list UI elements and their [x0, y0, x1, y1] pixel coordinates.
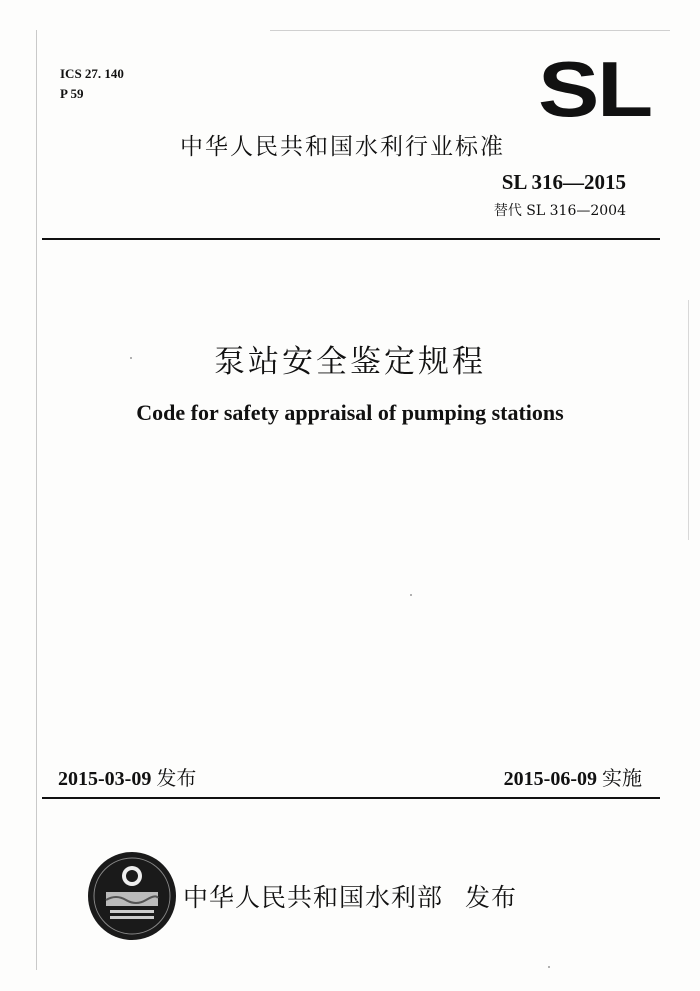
scan-edge-left [36, 30, 37, 970]
issue-label: 发布 [156, 766, 197, 790]
publisher-action: 发布 [465, 883, 518, 912]
publisher-seal-icon [86, 850, 178, 942]
sl-logo: SL [538, 45, 651, 133]
scan-edge-top [270, 30, 670, 31]
publisher-name: 中华人民共和国水利部 [183, 883, 444, 912]
bottom-divider [42, 797, 660, 799]
top-divider [42, 238, 660, 240]
publisher-line [183, 878, 517, 914]
scan-speck [410, 594, 412, 596]
scan-speck [548, 966, 550, 968]
classification-block [60, 64, 124, 104]
implementation-date-line [504, 762, 642, 791]
implementation-date: 2015-06-09 [503, 768, 597, 790]
document-title-english: Code for safety appraisal of pumping stations [136, 400, 564, 425]
issue-date-line [58, 762, 196, 791]
replaces-note: 替代 SL 316—2004 [493, 203, 626, 219]
ccs-code: P 59 [60, 86, 84, 101]
implementation-label: 实施 [602, 766, 642, 790]
standard-code: SL 316—2015 [501, 170, 626, 194]
scan-speck [130, 357, 132, 359]
industry-standard-heading: 中华人民共和国水利行业标准 [180, 134, 505, 160]
issue-date: 2015-03-09 [58, 768, 152, 790]
document-title-chinese: 泵站安全鉴定规程 [214, 344, 486, 380]
ics-code: ICS 27. 140 [60, 66, 124, 81]
